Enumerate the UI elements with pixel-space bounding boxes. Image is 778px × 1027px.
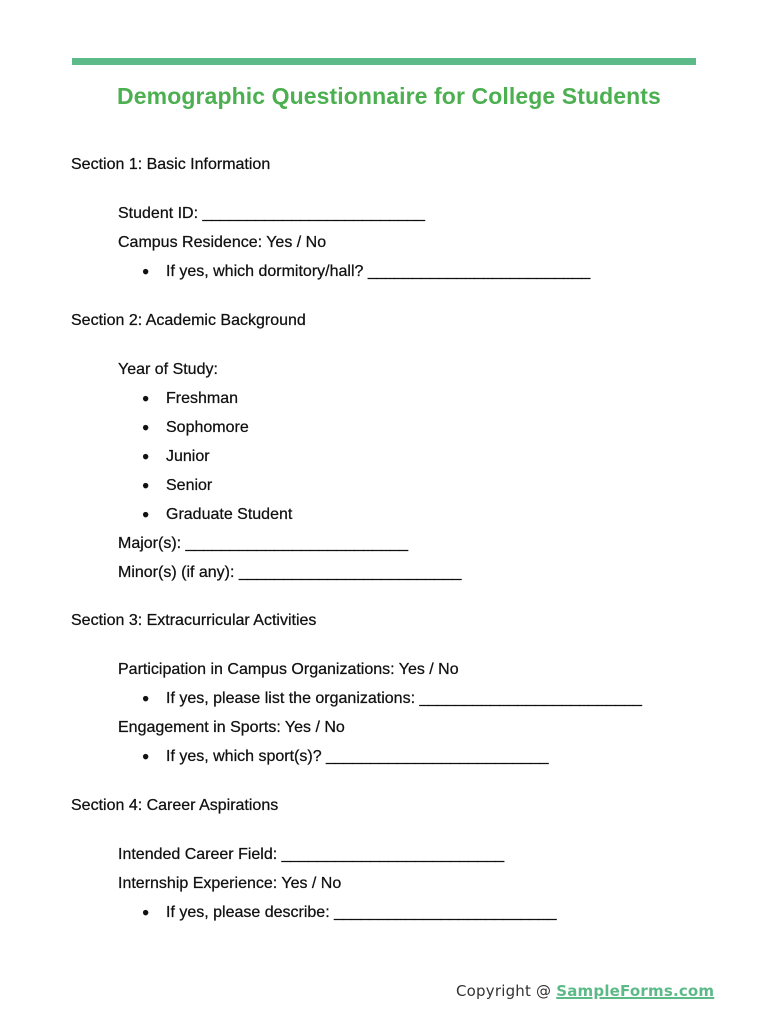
campus-organizations-question[interactable]: Participation in Campus Organizations: Yes / No xyxy=(118,661,459,678)
year-of-study-label: Year of Study: xyxy=(118,361,218,378)
year-option-label: Senior xyxy=(166,477,213,494)
bullet-icon: ● xyxy=(142,264,150,278)
section-2-heading: Section 2: Academic Background xyxy=(71,312,306,329)
year-option-label: Graduate Student xyxy=(166,506,293,523)
bullet-icon: ● xyxy=(142,905,150,919)
bullet-icon: ● xyxy=(142,391,150,405)
header-accent-bar xyxy=(72,58,696,65)
section-3-heading: Section 3: Extracurricular Activities xyxy=(71,612,317,629)
internship-description-label: If yes, please describe: _________________________ xyxy=(166,904,557,921)
student-id-field[interactable]: Student ID: _________________________ xyxy=(118,205,425,222)
year-option-senior[interactable] xyxy=(142,477,212,495)
minors-field[interactable]: Minor(s) (if any): _________________________ xyxy=(118,564,462,581)
year-option-freshman[interactable] xyxy=(142,390,238,408)
year-option-label: Freshman xyxy=(166,390,239,407)
sports-engagement-question[interactable]: Engagement in Sports: Yes / No xyxy=(118,719,345,736)
year-option-sophomore[interactable] xyxy=(142,419,249,437)
dormitory-field-label: If yes, which dormitory/hall? _________________________ xyxy=(166,263,591,280)
organizations-list-field[interactable] xyxy=(142,690,642,708)
dormitory-field[interactable] xyxy=(142,263,590,281)
bullet-icon: ● xyxy=(142,478,150,492)
year-option-graduate[interactable] xyxy=(142,506,292,524)
sampleforms-link[interactable]: SampleForms.com xyxy=(556,982,715,1000)
year-option-junior[interactable] xyxy=(142,448,210,466)
year-option-label: Junior xyxy=(166,448,210,465)
bullet-icon: ● xyxy=(142,691,150,705)
page-title: Demographic Questionnaire for College Students xyxy=(117,83,661,109)
copyright-footer xyxy=(456,982,714,1000)
career-field[interactable]: Intended Career Field: _________________________ xyxy=(118,846,505,863)
bullet-icon: ● xyxy=(142,420,150,434)
organizations-list-label: If yes, please list the organizations: _________________________ xyxy=(166,690,642,707)
bullet-icon: ● xyxy=(142,749,150,763)
internship-description-field[interactable] xyxy=(142,904,557,922)
bullet-icon: ● xyxy=(142,449,150,463)
year-option-label: Sophomore xyxy=(166,419,249,436)
section-1-heading: Section 1: Basic Information xyxy=(71,156,271,173)
section-4-heading: Section 4: Career Aspirations xyxy=(71,797,279,814)
copyright-text: Copyright @ xyxy=(456,982,557,1000)
bullet-icon: ● xyxy=(142,507,150,521)
sports-field[interactable] xyxy=(142,748,549,766)
majors-field[interactable]: Major(s): _________________________ xyxy=(118,535,409,552)
sports-field-label: If yes, which sport(s)? _________________________ xyxy=(166,748,549,765)
internship-question[interactable]: Internship Experience: Yes / No xyxy=(118,875,342,892)
campus-residence-question[interactable]: Campus Residence: Yes / No xyxy=(118,234,327,251)
